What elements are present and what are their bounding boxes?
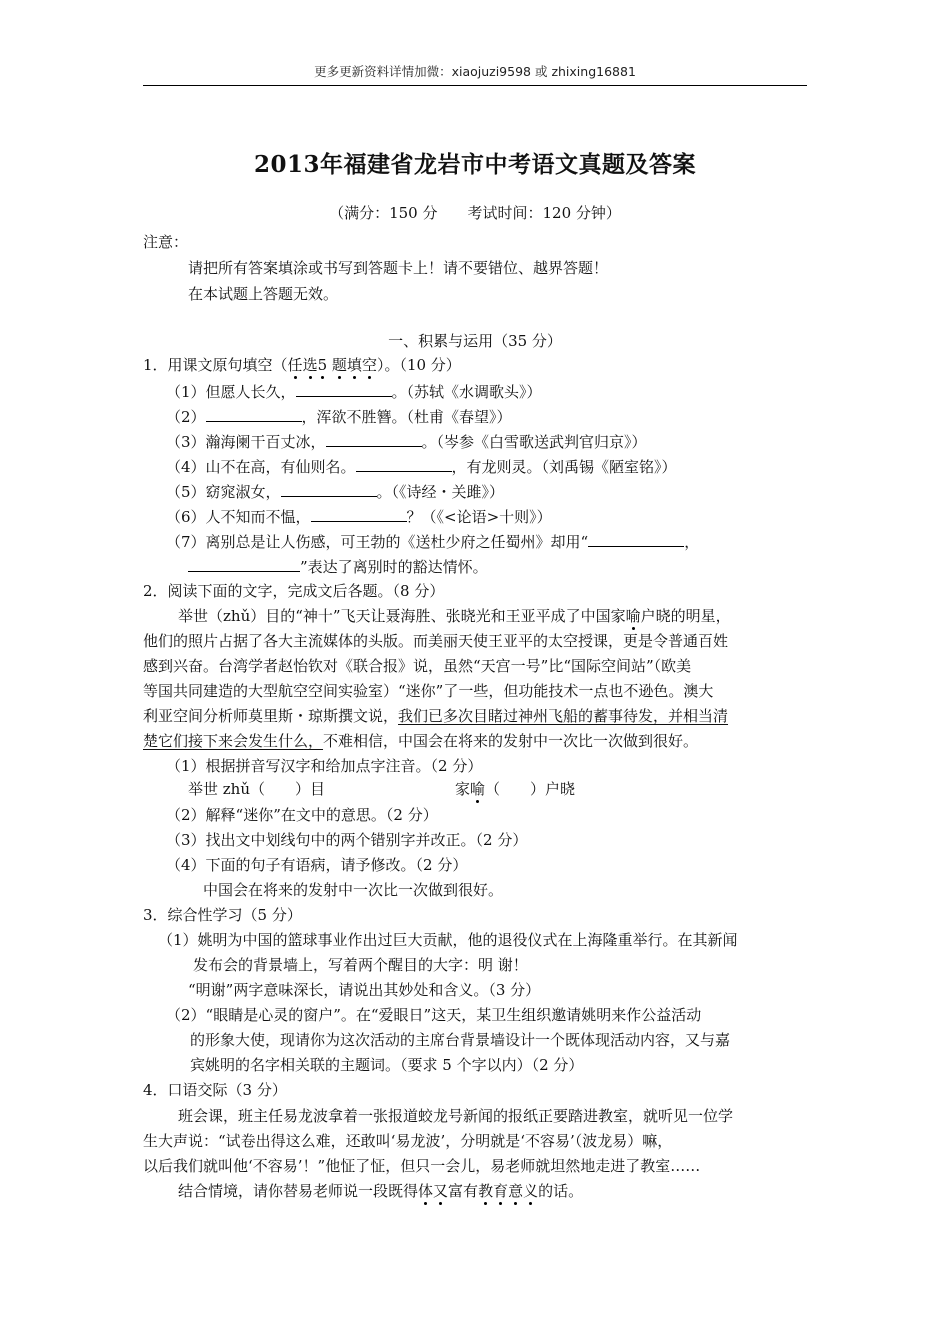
q1-stem: 1．用课文原句填空（任选5 题填空）。（10 分）	[143, 356, 461, 374]
q4-passage-line-3: 以后我们就叫他‘不容易’！”他怔了怔，但只一会儿，易老师就坦然地走进了教室……	[143, 1157, 701, 1175]
q4-passage-line-2: 生大声说：“试卷出得这么难，还敢叫‘易龙波’，分明就是‘不容易’（波龙易）嘛，	[143, 1132, 673, 1150]
header-divider	[143, 85, 807, 86]
q2-sub-1-a: 举世 zhǔ（ ）目	[188, 780, 325, 798]
exam-title: 2013年福建省龙岩市中考语文真题及答案	[253, 151, 696, 178]
answer-blank[interactable]	[206, 406, 302, 422]
underlined-sentence: 楚它们接下来会发生什么，	[143, 732, 324, 750]
q3-sub-2-line-3: 宾姚明的名字相关联的主题词。（要求 5 个字以内）（2 分）	[190, 1056, 584, 1074]
q1-item-7-cont: ”表达了离别时的豁达情怀。	[188, 556, 488, 577]
q2-passage-line-5: 利亚空间分析师莫里斯・琼斯撰文说，我们已多次目睹过神州飞船的蓄事待发，并相当清	[143, 707, 729, 725]
answer-blank[interactable]	[326, 431, 422, 447]
q2-sub-2: （2）解释“迷你”在文中的意思。（2 分）	[166, 806, 438, 824]
answer-blank[interactable]	[281, 481, 377, 497]
q4-passage-line-4: 结合情境，请你替易老师说一段既得体又富有教育意义的话。	[178, 1182, 584, 1200]
header-contact-note: 更多更新资料详情加微：xiaojuzi9598 或 zhixing16881	[314, 64, 636, 79]
q2-passage-line-6: 楚它们接下来会发生什么，不难相信，中国会在将来的发射中一次比一次做到很好。	[143, 732, 699, 750]
q3-sub-1-line-1: （1）姚明为中国的篮球事业作出过巨大贡献，他的退役仪式在上海隆重举行。在其新闻	[158, 931, 738, 949]
q1-item-5: （5）窈窕淑女， 。（《诗经・关雎》）	[166, 483, 505, 501]
q2-stem: 2．阅读下面的文字，完成文后各题。（8 分）	[143, 582, 445, 600]
q2-passage-line-1: 举世（zhǔ）目的“神十”飞天让聂海胜、张晓光和王亚平成了中国家喻户晓的明星，	[178, 607, 731, 625]
q1-item-4: （4）山不在高，有仙则名。 ，有龙则灵。（刘禹锡《陋室铭》）	[166, 458, 677, 476]
q2-passage-line-2: 他们的照片占据了各大主流媒体的头版。而美丽天使王亚平的太空授课，更是令普通百姓	[143, 632, 729, 650]
q2-sub-4: （4）下面的句子有语病，请予修改。（2 分）	[166, 856, 468, 874]
answer-blank[interactable]	[188, 556, 300, 572]
q4-stem: 4．口语交际（3 分）	[143, 1081, 287, 1099]
notice-line-1: 请把所有答案填涂或书写到答题卡上！请不要错位、越界答题！	[188, 259, 609, 277]
answer-blank[interactable]	[311, 506, 407, 522]
q1-item-1: （1）但愿人长久， 。（苏轼《水调歌头》）	[166, 383, 542, 401]
q3-sub-2-line-2: 的形象大使，现请你为这次活动的主席台背景墙设计一个既体现活动内容，又与嘉	[190, 1031, 731, 1049]
q1-item-6: （6）人不知而不愠， ？（《<论语>十则》）	[166, 508, 552, 526]
q2-sub-4-sentence: 中国会在将来的发射中一次比一次做到很好。	[203, 881, 504, 899]
q2-sub-1: （1）根据拼音写汉字和给加点字注音。（2 分）	[166, 757, 483, 775]
q2-sub-3: （3）找出文中划线句中的两个错别字并改正。（2 分）	[166, 831, 528, 849]
underlined-sentence: 我们已多次目睹过神州飞船的蓄事待发，并相当清	[398, 707, 729, 725]
notice-line-2: 在本试题上答题无效。	[188, 285, 339, 303]
section-heading-1: 一、积累与运用（35 分）	[388, 332, 562, 350]
q3-sub-1-line-3: “明谢”两字意味深长，请说出其妙处和含义。（3 分）	[188, 981, 541, 999]
q2-passage-line-3: 感到兴奋。台湾学者赵怡钦对《联合报》说，虽然“天宫一号”比“国际空间站”（欧美	[143, 657, 692, 675]
q3-sub-2-line-1: （2）“眼睛是心灵的窗户”。在“爱眼日”这天，某卫生组织邀请姚明来作公益活动	[166, 1006, 702, 1024]
q1-item-2: （2） ，浑欲不胜簪。（杜甫《春望》）	[166, 408, 512, 426]
q1-item-3: （3）瀚海阑干百丈冰， 。（岑参《白雪歌送武判官归京》）	[166, 433, 647, 451]
q2-passage-line-4: 等国共同建造的大型航空空间实验室）“迷你”了一些，但功能技术一点也不逊色。澳大	[143, 682, 714, 700]
notice-label: 注意：	[143, 233, 189, 251]
q1-item-7: （7）离别总是让人伤感，可王勃的《送杜少府之任蜀州》却用“ ，	[166, 533, 700, 551]
answer-blank[interactable]	[296, 381, 392, 397]
answer-blank[interactable]	[356, 456, 452, 472]
q3-sub-1-line-2: 发布会的背景墙上，写着两个醒目的大字：明 谢！	[193, 956, 528, 974]
answer-blank[interactable]	[588, 531, 684, 547]
q3-stem: 3．综合性学习（5 分）	[143, 906, 302, 924]
exam-subtitle: （满分：150 分 考试时间：120 分钟）	[329, 204, 621, 222]
q2-sub-1-b: 家喻（ ）户晓	[455, 780, 576, 798]
q4-passage-line-1: 班会课，班主任易龙波拿着一张报道蛟龙号新闻的报纸正要踏进教室，就听见一位学	[178, 1107, 734, 1125]
